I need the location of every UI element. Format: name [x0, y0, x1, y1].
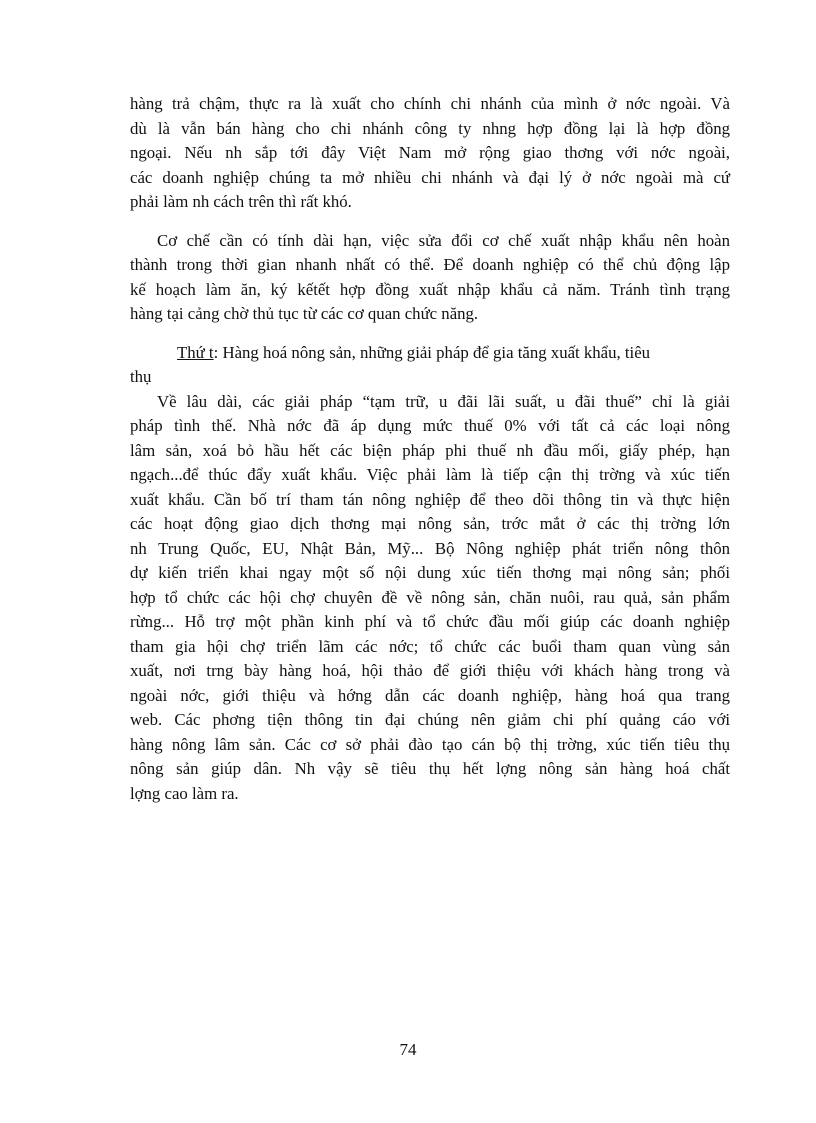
text-line: xuất khẩu. Cần bố trí tham tán nông nghiệp để theo dõi thông tin và thực hiện [130, 489, 730, 509]
text-line: lâm sản, xoá bỏ hầu hết các biện pháp phi thuế nh đầu mối, giấy phép, hạn [130, 440, 730, 460]
section-heading [130, 341, 730, 366]
text-line: các doanh nghiệp chúng ta mở nhiều chi nhánh và đại lý ở nớc ngoài mà cứ [130, 167, 730, 187]
text-line: phải làm nh cách trên thì rất khó. [130, 192, 352, 211]
heading-rest: : Hàng hoá nông sản, những giải pháp để gia tăng xuất khẩu, tiêu [213, 342, 651, 362]
text-line: ngạch...để thúc đẩy xuất khẩu. Việc phải làm là tiếp cận thị trờng và xúc tiến [130, 465, 730, 484]
paragraph-1 [130, 92, 730, 215]
paragraph-3 [130, 390, 730, 807]
text-line: hàng trả chậm, thực ra là xuất cho chính chi nhánh của mình ở nớc ngoài. Và [130, 94, 730, 113]
text-line: rừng... Hỗ trợ một phần kinh phí và tổ chức đầu mối giúp các doanh nghiệp [130, 612, 730, 631]
text-line: lợng cao làm ra. [130, 783, 239, 803]
text-line: dự kiến triển khai ngay một số nội dung xúc tiến thơng mại nông sản; phối [130, 563, 730, 582]
paragraph-2 [130, 229, 730, 327]
text-line: các hoạt động giao dịch thơng mại nông sản, trớc mắt ở các thị trờng lớn [130, 514, 730, 533]
text-line: hợp tổ chức các hội chợ chuyên đề về nông sản, chăn nuôi, rau quả, sản phẩm [130, 587, 730, 607]
text-line: kế hoạch làm ăn, ký kếtết hợp đồng xuất nhập khẩu cả năm. Tránh tình trạng [130, 279, 730, 299]
text-line: thành trong thời gian nhanh nhất có thể. Để doanh nghiệp có thể chủ động lập [130, 255, 730, 274]
heading-continuation: thụ [130, 367, 152, 386]
text-line: web. Các phơng tiện thông tin đại chúng nên giảm chi phí quảng cáo với [130, 710, 730, 729]
page-body [130, 92, 730, 806]
text-line: ngoài nớc, giới thiệu và hớng dẫn các doanh nghiệp, hàng hoá qua trang [130, 685, 730, 705]
text-line: nh Trung Quốc, EU, Nhật Bản, Mỹ... Bộ Nông nghiệp phát triển nông thôn [130, 538, 730, 558]
text-line: hàng nông lâm sản. Các cơ sở phải đào tạo cán bộ thị trờng, xúc tiến tiêu thụ [130, 734, 730, 754]
heading-lead: Thứ t [177, 342, 214, 362]
text-line: Về lâu dài, các giải pháp “tạm trữ, u đãi lãi suất, u đãi thuế” chỉ là giải [157, 391, 730, 411]
text-line: pháp tình thế. Nhà nớc đã áp dụng mức thuế 0% với tất cả các loại nông [130, 416, 730, 435]
text-line: tham gia hội chợ triển lãm các nớc; tổ chức các buổi tham quan vùng sản [130, 636, 730, 656]
text-line: xuất, nơi trng bày hàng hoá, hội thảo để giới thiệu với khách hàng trong và [130, 661, 730, 680]
text-line: ngoại. Nếu nh sắp tới đây Việt Nam mở rộng giao thơng với nớc ngoài, [130, 143, 730, 162]
text-line: dù là vẫn bán hàng cho chi nhánh công ty nhng hợp đồng lại là hợp đồng [130, 118, 730, 138]
text-line: Cơ chế cần có tính dài hạn, việc sửa đổi cơ chế xuất nhập khẩu nên hoàn [157, 230, 730, 250]
text-line: hàng tại cảng chờ thủ tục từ các cơ quan chức năng. [130, 304, 479, 323]
page-number: 74 [399, 1040, 417, 1059]
text-line: nông sản giúp dân. Nh vậy sẽ tiêu thụ hết lợng nông sản hàng hoá chất [130, 759, 730, 778]
